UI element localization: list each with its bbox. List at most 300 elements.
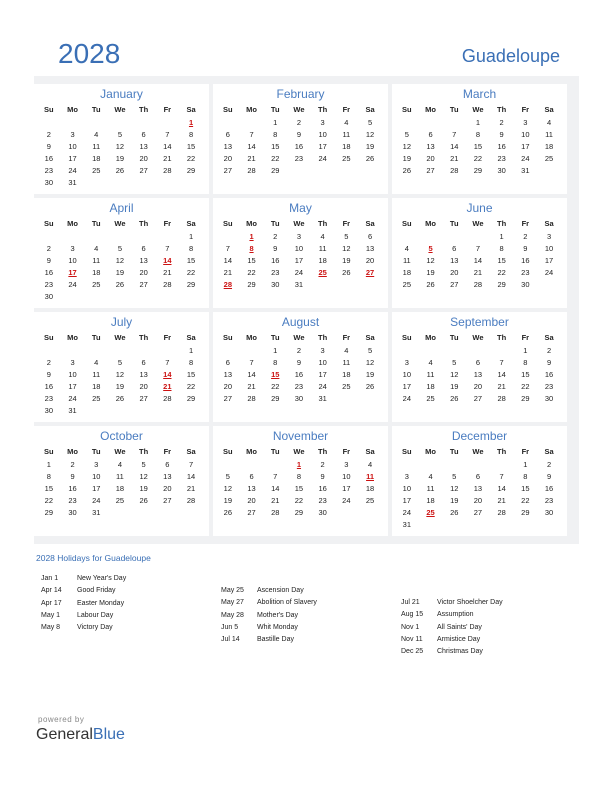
day-cell: 23 (68, 496, 77, 505)
day-cell: 22 (271, 154, 280, 163)
day-cell: 26 (342, 268, 351, 277)
weekday-label: Tu (91, 219, 101, 228)
day-cell: 25 (115, 496, 125, 505)
day-cell: 24 (318, 382, 327, 391)
day-cell: 23 (271, 268, 280, 277)
day-cell: 22 (186, 154, 196, 163)
day-cell: 4 (428, 358, 433, 367)
day-cell: 22 (271, 382, 280, 391)
year-title: 2028 (58, 38, 121, 69)
holiday-date: Dec 25 (401, 648, 424, 656)
day-cell: 26 (223, 508, 233, 517)
weekday-label: Su (223, 219, 233, 228)
day-cell: 28 (163, 280, 172, 289)
day-cell: 15 (271, 142, 280, 151)
weekday-label: We (472, 219, 484, 228)
day-cell: 19 (365, 142, 375, 151)
day-cell: 29 (521, 508, 530, 517)
day-cell: 24 (294, 268, 304, 277)
weekday-label: Tu (449, 105, 459, 114)
day-cell: 5 (117, 130, 123, 139)
weekday-label: Th (139, 447, 149, 456)
day-cell: 18 (342, 142, 351, 151)
holiday-date: May 25 (221, 587, 244, 594)
day-cell: 24 (68, 280, 77, 289)
holiday-column (401, 599, 581, 660)
day-cell: 26 (426, 280, 435, 289)
day-cell: 19 (139, 484, 148, 493)
day-cell: 4 (404, 244, 409, 253)
day-cell: 13 (163, 472, 172, 481)
day-cell: 9 (70, 472, 75, 481)
holiday-day-cell: 25 (318, 268, 327, 277)
holiday-name: Whit Monday (257, 623, 298, 631)
day-cell: 7 (225, 244, 230, 253)
day-cell: 20 (139, 382, 148, 391)
holiday-date: Jan 1 (41, 575, 59, 582)
day-cell: 1 (475, 118, 481, 127)
day-cell: 30 (271, 280, 280, 289)
holiday-day-cell: 14 (163, 256, 172, 265)
holiday-day-cell: 28 (223, 280, 233, 289)
holiday-item (401, 648, 581, 660)
weekday-label: Su (44, 447, 54, 456)
holiday-day-cell: 8 (249, 244, 254, 253)
day-cell: 29 (271, 394, 280, 403)
day-cell: 29 (497, 280, 506, 289)
weekday-label: Su (44, 333, 54, 342)
day-cell: 28 (247, 394, 256, 403)
day-cell: 11 (426, 484, 435, 493)
day-cell: 12 (342, 244, 351, 253)
day-cell: 30 (318, 508, 327, 517)
day-cell: 13 (450, 256, 459, 265)
day-cell: 2 (46, 244, 51, 253)
day-cell: 5 (117, 244, 123, 253)
day-cell: 25 (342, 154, 351, 163)
day-cell: 10 (68, 142, 77, 151)
day-cell: 28 (497, 508, 506, 517)
day-cell: 17 (68, 382, 77, 391)
holiday-day-cell: 11 (366, 472, 374, 481)
weekday-label: Sa (186, 333, 196, 342)
day-cell: 8 (475, 130, 481, 139)
day-cell: 31 (68, 406, 77, 415)
day-cell: 7 (499, 472, 504, 481)
day-cell: 8 (523, 358, 528, 367)
day-cell: 28 (271, 508, 280, 517)
holiday-column (221, 587, 401, 648)
day-cell: 21 (271, 496, 280, 505)
holiday-date: Aug 15 (401, 611, 424, 619)
day-cell: 22 (497, 268, 506, 277)
holiday-item (401, 611, 581, 623)
day-cell: 18 (115, 484, 125, 493)
holiday-date: Jun 5 (221, 623, 239, 631)
month-february (213, 84, 388, 194)
holiday-item (221, 636, 401, 648)
day-cell: 7 (475, 244, 481, 253)
day-cell: 14 (186, 472, 196, 481)
holiday-name: Christmas Day (437, 648, 483, 656)
weekday-label: Tu (270, 447, 280, 456)
day-cell: 6 (452, 244, 457, 253)
weekday-label: Su (402, 333, 412, 342)
month-name: October (100, 429, 143, 443)
month-name: August (281, 315, 320, 329)
powered-by-text: powered by (38, 715, 85, 724)
weekday-label: Fr (521, 105, 530, 114)
holidays-title: 2028 Holidays for Guadeloupe (36, 553, 151, 563)
day-cell: 17 (294, 256, 304, 265)
day-cell: 20 (450, 268, 459, 277)
day-cell: 17 (402, 382, 412, 391)
day-cell: 12 (450, 370, 459, 379)
day-cell: 22 (521, 496, 530, 505)
day-cell: 14 (271, 484, 280, 493)
day-cell: 29 (294, 508, 304, 517)
day-cell: 9 (46, 142, 51, 151)
day-cell: 27 (450, 280, 459, 289)
weekday-label: Th (318, 219, 328, 228)
day-cell: 10 (342, 472, 351, 481)
day-cell: 28 (497, 394, 506, 403)
day-cell: 11 (92, 256, 101, 265)
day-cell: 21 (223, 268, 233, 277)
weekday-label: Su (44, 105, 54, 114)
weekday-header (34, 105, 209, 115)
day-cell: 26 (139, 496, 148, 505)
day-cell: 1 (46, 460, 51, 469)
month-name: November (272, 429, 329, 443)
day-cell: 27 (473, 394, 483, 403)
day-cell: 26 (450, 508, 459, 517)
day-cell: 5 (344, 232, 349, 241)
holiday-column (41, 575, 221, 636)
day-cell: 7 (165, 130, 170, 139)
weekday-label: Su (223, 447, 233, 456)
day-cell: 6 (428, 130, 433, 139)
day-cell: 14 (163, 142, 172, 151)
day-cell: 21 (473, 268, 483, 277)
day-cell: 16 (544, 370, 554, 379)
day-cell: 13 (139, 142, 148, 151)
weekday-label: We (293, 333, 305, 342)
day-cell: 11 (402, 256, 411, 265)
day-cell: 20 (247, 496, 256, 505)
day-cell: 15 (497, 256, 506, 265)
day-cell: 20 (473, 496, 483, 505)
month-march (392, 84, 567, 194)
weekday-header (34, 447, 209, 457)
month-november (213, 426, 388, 536)
day-cell: 21 (497, 496, 506, 505)
holiday-date: May 27 (221, 599, 244, 607)
day-cell: 29 (186, 166, 196, 175)
day-cell: 20 (163, 484, 172, 493)
day-cell: 5 (117, 358, 123, 367)
day-cell: 4 (94, 358, 99, 367)
day-cell: 30 (544, 394, 554, 403)
weekday-label: Fr (342, 447, 351, 456)
month-january (34, 84, 209, 194)
day-cell: 9 (296, 130, 302, 139)
day-cell: 15 (186, 256, 196, 265)
day-cell: 19 (115, 154, 125, 163)
weekday-label: Mo (246, 333, 257, 342)
weekday-label: Tu (91, 105, 101, 114)
weekday-label: Mo (246, 105, 257, 114)
day-cell: 30 (44, 406, 54, 415)
day-cell: 29 (247, 280, 256, 289)
day-cell: 14 (247, 370, 256, 379)
day-cell: 2 (499, 118, 504, 127)
day-cell: 24 (544, 268, 554, 277)
holiday-day-cell: 1 (188, 118, 194, 127)
day-cell: 2 (320, 460, 325, 469)
day-cell: 22 (247, 268, 256, 277)
day-cell: 7 (499, 358, 504, 367)
weekday-label: We (472, 333, 484, 342)
day-cell: 6 (141, 244, 146, 253)
weekday-label: Mo (67, 105, 78, 114)
day-cell: 10 (68, 256, 77, 265)
day-cell: 11 (342, 358, 351, 367)
month-name: July (110, 315, 133, 329)
day-cell: 9 (546, 358, 552, 367)
day-cell: 2 (296, 346, 302, 355)
month-april (34, 198, 209, 308)
day-cell: 16 (294, 142, 304, 151)
day-cell: 10 (318, 130, 327, 139)
day-cell: 21 (163, 268, 172, 277)
day-cell: 24 (402, 508, 412, 517)
month-july (34, 312, 209, 422)
holiday-date: May 8 (41, 624, 61, 632)
day-cell: 21 (163, 154, 172, 163)
day-cell: 16 (68, 484, 77, 493)
day-cell: 10 (294, 244, 304, 253)
weekday-label: Th (497, 333, 507, 342)
month-name: June (466, 201, 493, 215)
day-cell: 11 (426, 370, 435, 379)
weekday-label: Mo (67, 219, 78, 228)
day-cell: 23 (497, 154, 506, 163)
day-cell: 20 (223, 382, 233, 391)
day-cell: 10 (402, 370, 412, 379)
holiday-name: Good Friday (77, 587, 116, 595)
day-cell: 12 (450, 484, 459, 493)
holiday-day-cell: 27 (365, 268, 375, 277)
day-cell: 20 (365, 256, 375, 265)
day-cell: 5 (367, 346, 373, 355)
day-cell: 19 (365, 370, 375, 379)
day-cell: 30 (44, 178, 54, 187)
holiday-day-cell: 15 (271, 370, 280, 379)
day-cell: 1 (188, 346, 194, 355)
day-cell: 26 (450, 394, 459, 403)
weekday-label: Sa (186, 447, 196, 456)
weekday-label: Tu (270, 105, 280, 114)
day-cell: 4 (344, 118, 349, 127)
weekday-label: Fr (163, 333, 172, 342)
day-cell: 1 (273, 118, 278, 127)
brand-logo[interactable] (36, 726, 125, 744)
day-cell: 3 (70, 244, 75, 253)
day-cell: 6 (225, 130, 230, 139)
weekday-label: Sa (365, 447, 375, 456)
weekday-label: We (114, 105, 126, 114)
day-cell: 13 (223, 370, 233, 379)
day-cell: 7 (249, 130, 254, 139)
month-october (34, 426, 209, 536)
day-cell: 26 (402, 166, 412, 175)
day-cell: 17 (318, 142, 327, 151)
day-cell: 17 (544, 256, 554, 265)
day-cell: 21 (247, 382, 256, 391)
day-cell: 21 (186, 484, 196, 493)
day-cell: 13 (247, 484, 256, 493)
day-cell: 12 (365, 130, 375, 139)
day-cell: 28 (473, 280, 483, 289)
day-cell: 2 (523, 232, 528, 241)
day-cell: 18 (365, 484, 375, 493)
day-cell: 2 (70, 460, 75, 469)
day-cell: 27 (163, 496, 172, 505)
day-cell: 22 (294, 496, 304, 505)
day-cell: 26 (365, 382, 375, 391)
day-cell: 29 (186, 394, 196, 403)
holiday-date: May 1 (41, 611, 61, 619)
weekday-label: Tu (270, 333, 280, 342)
day-cell: 8 (296, 472, 302, 481)
day-cell: 11 (342, 130, 351, 139)
holiday-name: Victor Shoelcher Day (437, 599, 503, 606)
day-cell: 4 (94, 244, 99, 253)
holiday-name: Easter Monday (77, 599, 125, 607)
day-cell: 6 (367, 232, 373, 241)
day-cell: 14 (497, 370, 506, 379)
month-august (213, 312, 388, 422)
day-cell: 22 (521, 382, 530, 391)
weekday-header (34, 333, 209, 343)
day-cell: 7 (165, 358, 170, 367)
day-cell: 4 (367, 460, 373, 469)
day-cell: 23 (44, 166, 54, 175)
weekday-label: We (472, 105, 484, 114)
day-cell: 2 (46, 358, 51, 367)
day-cell: 18 (426, 496, 435, 505)
day-cell: 15 (186, 370, 196, 379)
day-cell: 16 (318, 484, 327, 493)
day-cell: 26 (115, 166, 125, 175)
weekday-label: Th (497, 105, 507, 114)
weekday-label: We (293, 219, 305, 228)
holiday-name: Ascension Day (257, 587, 304, 594)
day-cell: 16 (521, 256, 530, 265)
day-cell: 11 (92, 370, 101, 379)
day-cell: 6 (475, 472, 481, 481)
holiday-name: All Saints' Day (437, 623, 482, 631)
day-cell: 27 (139, 280, 148, 289)
day-cell: 23 (318, 496, 327, 505)
day-cell: 8 (188, 244, 194, 253)
weekday-label: Fr (521, 447, 530, 456)
weekday-header (213, 447, 388, 457)
weekday-label: We (293, 105, 305, 114)
day-cell: 5 (452, 472, 457, 481)
day-cell: 4 (94, 130, 99, 139)
day-cell: 14 (223, 256, 233, 265)
day-cell: 19 (223, 496, 233, 505)
day-cell: 17 (318, 370, 327, 379)
day-cell: 12 (365, 358, 375, 367)
day-cell: 22 (473, 154, 483, 163)
holiday-date: Apr 14 (41, 587, 62, 595)
holiday-name: Armistice Day (437, 635, 481, 643)
holiday-date: Jul 14 (221, 636, 240, 644)
day-cell: 27 (139, 394, 148, 403)
day-cell: 23 (544, 496, 554, 505)
day-cell: 15 (473, 142, 483, 151)
day-cell: 27 (247, 508, 256, 517)
day-cell: 15 (521, 370, 530, 379)
day-cell: 24 (68, 166, 77, 175)
day-cell: 3 (546, 232, 552, 241)
day-cell: 16 (271, 256, 280, 265)
weekday-label: We (293, 447, 305, 456)
day-cell: 6 (225, 358, 230, 367)
holiday-day-cell: 14 (163, 370, 172, 379)
day-cell: 6 (141, 358, 146, 367)
day-cell: 18 (92, 154, 101, 163)
day-cell: 16 (497, 142, 506, 151)
day-cell: 2 (546, 460, 552, 469)
day-cell: 9 (523, 244, 528, 253)
holiday-date: Nov 11 (401, 635, 423, 643)
day-cell: 19 (115, 268, 125, 277)
weekday-label: Th (139, 333, 149, 342)
day-cell: 20 (139, 268, 148, 277)
holiday-item (401, 624, 581, 636)
day-cell: 16 (544, 484, 554, 493)
day-cell: 2 (546, 346, 552, 355)
holiday-item (41, 612, 221, 624)
weekday-label: Sa (544, 333, 554, 342)
day-cell: 18 (402, 268, 412, 277)
holiday-day-cell: 21 (163, 382, 172, 391)
day-cell: 22 (186, 382, 196, 391)
day-cell: 9 (46, 370, 51, 379)
month-september (392, 312, 567, 422)
day-cell: 1 (188, 232, 194, 241)
day-cell: 15 (247, 256, 256, 265)
weekday-label: Fr (342, 105, 351, 114)
day-cell: 20 (223, 154, 233, 163)
holiday-day-cell: 1 (249, 232, 254, 241)
day-cell: 10 (521, 130, 530, 139)
day-cell: 10 (68, 370, 77, 379)
day-cell: 19 (115, 382, 125, 391)
day-cell: 30 (44, 292, 54, 301)
day-cell: 24 (402, 394, 412, 403)
day-cell: 13 (365, 244, 375, 253)
day-cell: 16 (294, 370, 304, 379)
day-cell: 18 (342, 370, 351, 379)
day-cell: 3 (94, 460, 99, 469)
holiday-item (401, 599, 581, 611)
weekday-label: Th (497, 219, 507, 228)
